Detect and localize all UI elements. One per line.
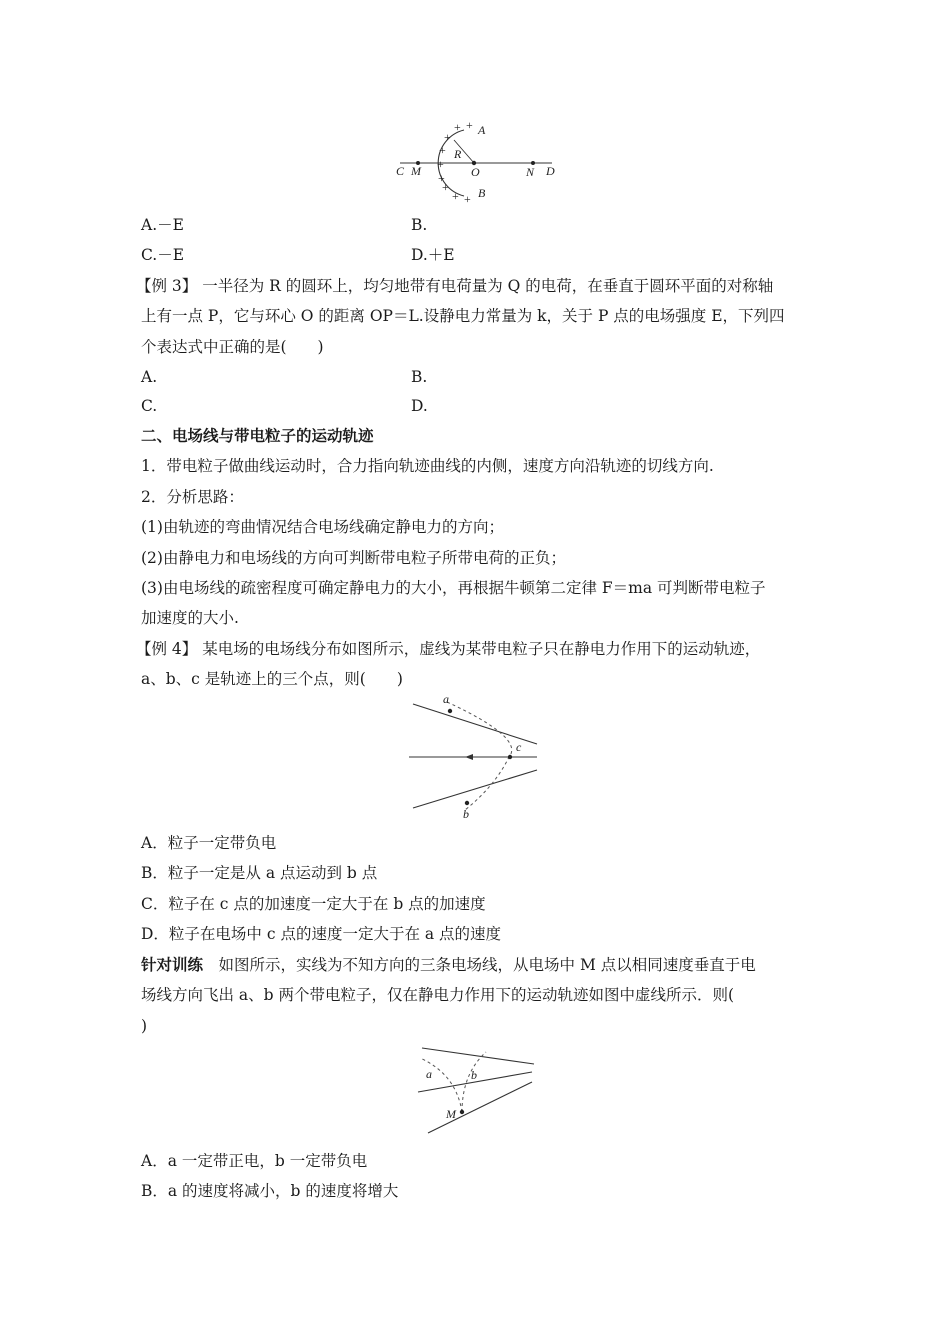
- practice-option-B: B．a 的速度将减小，b 的速度将增大: [141, 1182, 399, 1200]
- svg-text:+: +: [466, 120, 473, 132]
- field-lines-figure: [405, 690, 545, 820]
- practice-line2: 场线方向飞出 a、b 两个带电粒子，仅在静电力作用下的运动轨迹如图中虚线所示．则(: [141, 986, 735, 1004]
- label-N: N: [526, 165, 535, 179]
- example4-line2: a、b、c 是轨迹上的三个点，则( ): [141, 670, 403, 688]
- svg-text:+: +: [444, 130, 451, 144]
- three-field-lines-figure: [412, 1040, 542, 1135]
- svg-text:+: +: [454, 120, 461, 134]
- label-c: c: [516, 740, 522, 754]
- svg-text:+: +: [439, 143, 446, 157]
- section-para1: 1．带电粒子做曲线运动时，合力指向轨迹曲线的内侧，速度方向沿轨迹的切线方向.: [141, 457, 714, 475]
- example4-line1: 【例 4】 某电场的电场线分布如图所示，虚线为某带电粒子只在静电力作用下的运动轨迹，: [136, 640, 761, 658]
- label-M: M: [446, 1107, 456, 1121]
- label-C: C: [396, 164, 405, 178]
- label-A: A: [478, 123, 486, 137]
- label-a: a: [426, 1067, 432, 1081]
- example4-option-A: A．粒子一定带负电: [141, 834, 277, 852]
- section-heading: 二、电场线与带电粒子的运动轨迹: [141, 426, 374, 445]
- practice-line3: ): [141, 1017, 148, 1035]
- svg-text:+: +: [464, 192, 471, 206]
- example3-option-C: C.: [141, 397, 158, 415]
- option-B-prev: B.: [411, 216, 428, 234]
- example4-option-D: D．粒子在电场中 c 点的速度一定大于在 a 点的速度: [141, 925, 502, 943]
- section-para3: (1)由轨迹的弯曲情况结合电场线确定静电力的方向；: [141, 518, 504, 536]
- option-D-prev: D.＋E: [411, 246, 455, 264]
- svg-text:+: +: [452, 189, 459, 203]
- label-D: D: [546, 164, 555, 178]
- section-para5: (3)由电场线的疏密程度可确定静电力的大小，再根据牛顿第二定律 F＝ma 可判断带电粒子: [141, 579, 766, 597]
- ring-charge-figure: [392, 120, 562, 208]
- practice-title: 针对训练: [141, 955, 204, 974]
- example4-option-C: C．粒子在 c 点的加速度一定大于在 b 点的加速度: [141, 895, 486, 913]
- section-para6: 加速度的大小.: [141, 609, 239, 627]
- svg-text:+: +: [442, 180, 449, 194]
- example3-option-B: B.: [411, 368, 428, 386]
- example3-option-D: D.: [411, 397, 428, 415]
- practice-option-A: A．a 一定带正电，b 一定带负电: [141, 1152, 368, 1170]
- svg-text:+: +: [438, 171, 445, 185]
- label-b: b: [471, 1068, 477, 1082]
- label-O: O: [471, 165, 480, 179]
- example3-option-A: A.: [141, 368, 158, 386]
- svg-text:+: +: [437, 157, 444, 171]
- example3-line2: 上有一点 P，它与环心 O 的距离 OP＝L.设静电力常量为 k，关于 P 点的电场强度 E，下列四: [141, 307, 785, 325]
- practice-line1: [141, 955, 756, 975]
- option-C-prev: C.－E: [141, 246, 185, 264]
- option-A-prev: A.－E: [141, 216, 184, 234]
- label-b: b: [463, 807, 469, 820]
- label-M: M: [411, 164, 421, 178]
- example3-line1: 【例 3】 一半径为 R 的圆环上，均匀地带有电荷量为 Q 的电荷，在垂直于圆环平面的对称轴: [136, 277, 774, 295]
- section-para4: (2)由静电力和电场线的方向可判断带电粒子所带电荷的正负；: [141, 549, 566, 567]
- example4-option-B: B．粒子一定是从 a 点运动到 b 点: [141, 864, 378, 882]
- section-para2: 2．分析思路：: [141, 488, 244, 506]
- label-B: B: [478, 186, 486, 200]
- practice-text-rest: 如图所示，实线为不知方向的三条电场线，从电场中 M 点以相同速度垂直于电: [203, 956, 756, 974]
- example3-line3: 个表达式中正确的是( ): [141, 338, 324, 356]
- label-R: R: [454, 147, 462, 161]
- label-a: a: [443, 692, 449, 706]
